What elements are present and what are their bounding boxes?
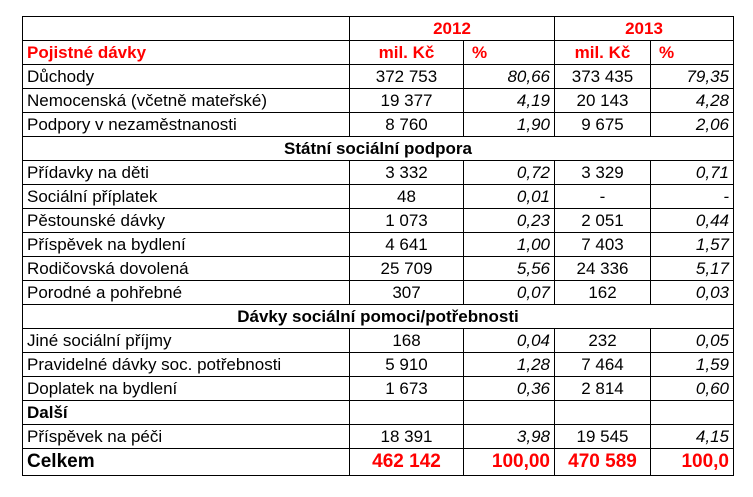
- row-label: Jiné sociální příjmy: [23, 329, 350, 353]
- value-2012: 1 073: [350, 209, 464, 233]
- section-header-row: [23, 401, 734, 425]
- percent-2012: 0,23: [464, 209, 555, 233]
- percent-2013: 0,44: [651, 209, 734, 233]
- table-body: [23, 17, 734, 476]
- table-row: [23, 281, 734, 305]
- value-2012: 1 673: [350, 377, 464, 401]
- table-row: [23, 425, 734, 449]
- row-label: Pravidelné dávky soc. potřebnosti: [23, 353, 350, 377]
- table-row: [23, 257, 734, 281]
- value-2012: 19 377: [350, 89, 464, 113]
- value-2013: 9 675: [555, 113, 651, 137]
- row-label: Příspěvek na bydlení: [23, 233, 350, 257]
- percent-2013: 100,0: [651, 449, 734, 476]
- row-label: Celkem: [23, 449, 350, 476]
- unit-header-2013: mil. Kč: [555, 41, 651, 65]
- percent-2012: 0,07: [464, 281, 555, 305]
- year-2012-header: 2012: [350, 17, 555, 41]
- table-row: [23, 89, 734, 113]
- value-2013: 2 051: [555, 209, 651, 233]
- section-title: Další: [23, 401, 350, 425]
- table-row: [23, 233, 734, 257]
- value-2012: 168: [350, 329, 464, 353]
- row-label: Doplatek na bydlení: [23, 377, 350, 401]
- value-2012: 3 332: [350, 161, 464, 185]
- percent-2012: 5,56: [464, 257, 555, 281]
- row-label: Pěstounské dávky: [23, 209, 350, 233]
- percent-2013: 4,15: [651, 425, 734, 449]
- year-header-row: [23, 17, 734, 41]
- empty-cell: [464, 401, 555, 425]
- unit-header-2012: mil. Kč: [350, 41, 464, 65]
- value-2013: 7 403: [555, 233, 651, 257]
- table-row: [23, 353, 734, 377]
- table-row: [23, 65, 734, 89]
- pct-header-2012: %: [464, 41, 555, 65]
- total-row: [23, 449, 734, 476]
- percent-2012: 1,00: [464, 233, 555, 257]
- value-2013: 20 143: [555, 89, 651, 113]
- year-2013-header: 2013: [555, 17, 734, 41]
- percent-2012: 80,66: [464, 65, 555, 89]
- percent-2013: 4,28: [651, 89, 734, 113]
- percent-2013: 0,60: [651, 377, 734, 401]
- value-2013: 19 545: [555, 425, 651, 449]
- value-2012: 5 910: [350, 353, 464, 377]
- empty-cell: [555, 401, 651, 425]
- value-2012: 25 709: [350, 257, 464, 281]
- value-2013: 24 336: [555, 257, 651, 281]
- row-label: Důchody: [23, 65, 350, 89]
- row-label: Rodičovská dovolená: [23, 257, 350, 281]
- value-2013: 3 329: [555, 161, 651, 185]
- value-2012: 372 753: [350, 65, 464, 89]
- pct-header-2013: %: [651, 41, 734, 65]
- percent-2012: 0,36: [464, 377, 555, 401]
- value-2012: 18 391: [350, 425, 464, 449]
- value-2013: 373 435: [555, 65, 651, 89]
- section-header-row: [23, 137, 734, 161]
- percent-2012: 100,00: [464, 449, 555, 476]
- row-label: Přídavky na děti: [23, 161, 350, 185]
- value-2013: 470 589: [555, 449, 651, 476]
- value-2013: 232: [555, 329, 651, 353]
- column-header-row: [23, 41, 734, 65]
- percent-2013: 1,57: [651, 233, 734, 257]
- table-row: [23, 113, 734, 137]
- percent-2012: 1,28: [464, 353, 555, 377]
- value-2013: -: [555, 185, 651, 209]
- percent-2012: 0,01: [464, 185, 555, 209]
- empty-header-cell: [23, 17, 350, 41]
- value-2012: 307: [350, 281, 464, 305]
- percent-2013: 1,59: [651, 353, 734, 377]
- percent-2013: 2,06: [651, 113, 734, 137]
- table-row: [23, 209, 734, 233]
- percent-2012: 1,90: [464, 113, 555, 137]
- section-header-row: [23, 305, 734, 329]
- percent-2012: 0,72: [464, 161, 555, 185]
- value-2013: 7 464: [555, 353, 651, 377]
- table-row: [23, 329, 734, 353]
- value-2012: 48: [350, 185, 464, 209]
- percent-2012: 3,98: [464, 425, 555, 449]
- row-label: Příspěvek na péči: [23, 425, 350, 449]
- value-2013: 162: [555, 281, 651, 305]
- percent-2013: 5,17: [651, 257, 734, 281]
- row-label: Nemocenská (včetně mateřské): [23, 89, 350, 113]
- percent-2013: 0,71: [651, 161, 734, 185]
- empty-cell: [350, 401, 464, 425]
- table-row: [23, 377, 734, 401]
- social-benefits-table: [22, 16, 734, 476]
- value-2013: 2 814: [555, 377, 651, 401]
- percent-2013: -: [651, 185, 734, 209]
- table-row: [23, 185, 734, 209]
- row-label: Sociální příplatek: [23, 185, 350, 209]
- percent-2013: 0,03: [651, 281, 734, 305]
- percent-2012: 4,19: [464, 89, 555, 113]
- value-2012: 8 760: [350, 113, 464, 137]
- empty-cell: [651, 401, 734, 425]
- section-title: Dávky sociální pomoci/potřebnosti: [23, 305, 734, 329]
- value-2012: 4 641: [350, 233, 464, 257]
- value-2012: 462 142: [350, 449, 464, 476]
- category-header: Pojistné dávky: [23, 41, 350, 65]
- section-title: Státní sociální podpora: [23, 137, 734, 161]
- row-label: Podpory v nezaměstnanosti: [23, 113, 350, 137]
- row-label: Porodné a pohřebné: [23, 281, 350, 305]
- percent-2013: 0,05: [651, 329, 734, 353]
- percent-2013: 79,35: [651, 65, 734, 89]
- table-row: [23, 161, 734, 185]
- percent-2012: 0,04: [464, 329, 555, 353]
